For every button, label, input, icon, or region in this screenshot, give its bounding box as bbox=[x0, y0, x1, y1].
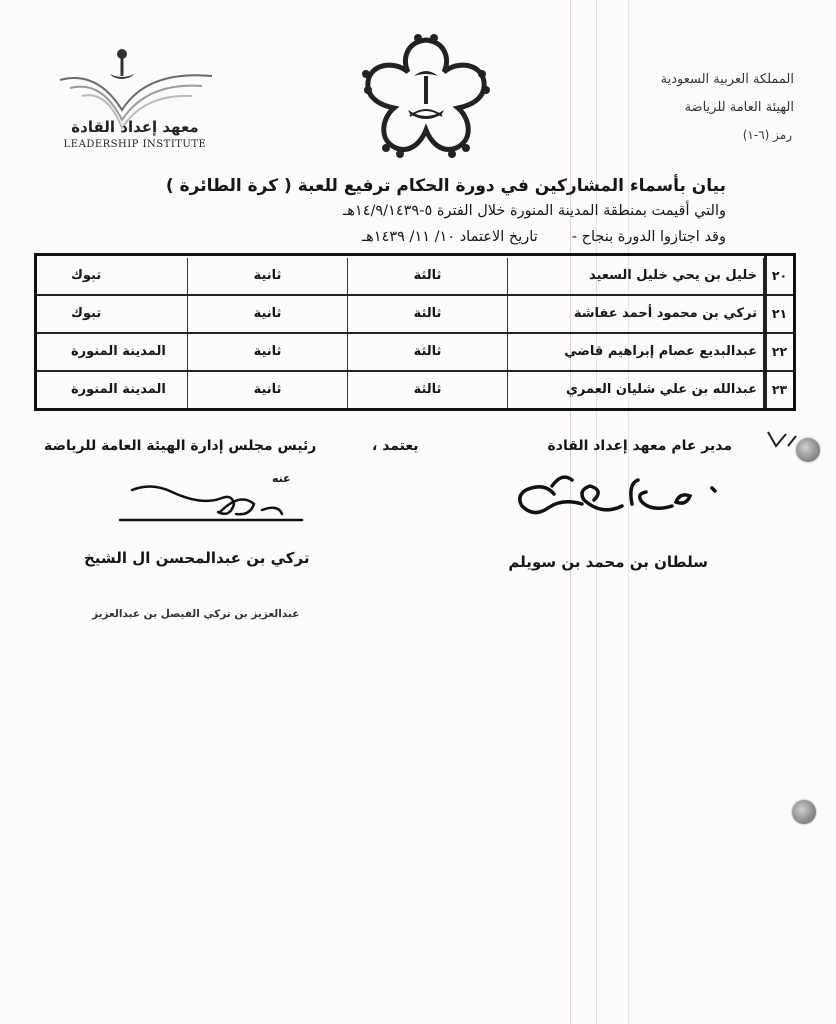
grade-cell: ثانية bbox=[187, 296, 347, 332]
document-code: رمز (٦-١) bbox=[742, 128, 792, 142]
participant-name: خليل بن يحي خليل السعيد bbox=[507, 258, 763, 294]
director-name: سلطان بن محمد بن سويلم bbox=[508, 553, 708, 571]
participant-name: عبدالله بن علي شليان العمري bbox=[507, 372, 763, 408]
table-row bbox=[37, 258, 793, 296]
grade-cell: ثالثة bbox=[347, 372, 507, 408]
document-subtitle-approval bbox=[126, 229, 726, 245]
kingdom-header bbox=[661, 66, 794, 122]
sports-authority-emblem bbox=[358, 30, 494, 160]
institute-name-arabic: معهد إعداد القادة bbox=[71, 118, 199, 136]
row-number: ٢٢ bbox=[763, 334, 793, 370]
grade-cell: ثالثة bbox=[347, 296, 507, 332]
grade-cell: ثانية bbox=[187, 334, 347, 370]
punch-hole bbox=[796, 438, 820, 462]
row-number: ٢١ bbox=[763, 296, 793, 332]
grade-cell: ثانية bbox=[187, 372, 347, 408]
participant-name: تركي بن محمود أحمد عفاشة bbox=[507, 296, 763, 332]
document-title: بيان بأسماء المشاركين في دورة الحكام ترفيع للعبة ( كرة الطائرة ) bbox=[165, 176, 726, 196]
participant-name: عبدالبديع عصام إبراهيم قاضي bbox=[507, 334, 763, 370]
table-row bbox=[37, 296, 793, 334]
row-number: ٢٠ bbox=[763, 258, 793, 294]
city-cell: تبوك bbox=[71, 268, 102, 283]
director-signature bbox=[512, 466, 722, 536]
city-cell: المدينة المنورة bbox=[71, 382, 166, 397]
row-number: ٢٣ bbox=[763, 372, 793, 408]
approve-label: يعتمد ، bbox=[372, 438, 419, 454]
chairman-title: رئيس مجلس إدارة الهيئة العامة للرياضة bbox=[44, 438, 317, 454]
grade-cell: ثانية bbox=[187, 258, 347, 294]
table-row bbox=[37, 334, 793, 372]
punch-hole bbox=[792, 800, 816, 824]
approval-date-text: تاريخ الاعتماد ١٠/ ١١/ ١٤٣٩هـ bbox=[361, 229, 538, 245]
passed-course-text: وقد اجتازوا الدورة بنجاح - bbox=[571, 229, 726, 245]
deputy-signature bbox=[112, 482, 312, 532]
grade-cell: ثالثة bbox=[347, 258, 507, 294]
authority-line: الهيئة العامة للرياضة bbox=[684, 100, 794, 115]
participants-table bbox=[34, 253, 796, 411]
deputy-name: تركي بن عبدالمحسن ال الشيخ bbox=[84, 549, 310, 567]
city-cell: المدينة المنورة bbox=[71, 344, 166, 359]
kingdom-line: المملكة العربية السعودية bbox=[660, 72, 794, 87]
director-title: مدير عام معهد إعداد القادة bbox=[547, 438, 732, 454]
chairman-name: عبدالعزيز بن تركي الفيصل بن عبدالعزيز bbox=[92, 608, 300, 620]
grade-cell: ثالثة bbox=[347, 334, 507, 370]
table-row bbox=[37, 372, 793, 408]
city-cell: تبوك bbox=[71, 306, 102, 321]
document-subtitle-period: والتي أقيمت بمنطقة المدينة المنورة خلال الفترة ٥-١٤/٩/١٤٣٩هـ bbox=[343, 203, 726, 219]
institute-name-english: LEADERSHIP INSTITUTE bbox=[63, 139, 207, 150]
on-behalf-label: عنه bbox=[272, 472, 291, 485]
